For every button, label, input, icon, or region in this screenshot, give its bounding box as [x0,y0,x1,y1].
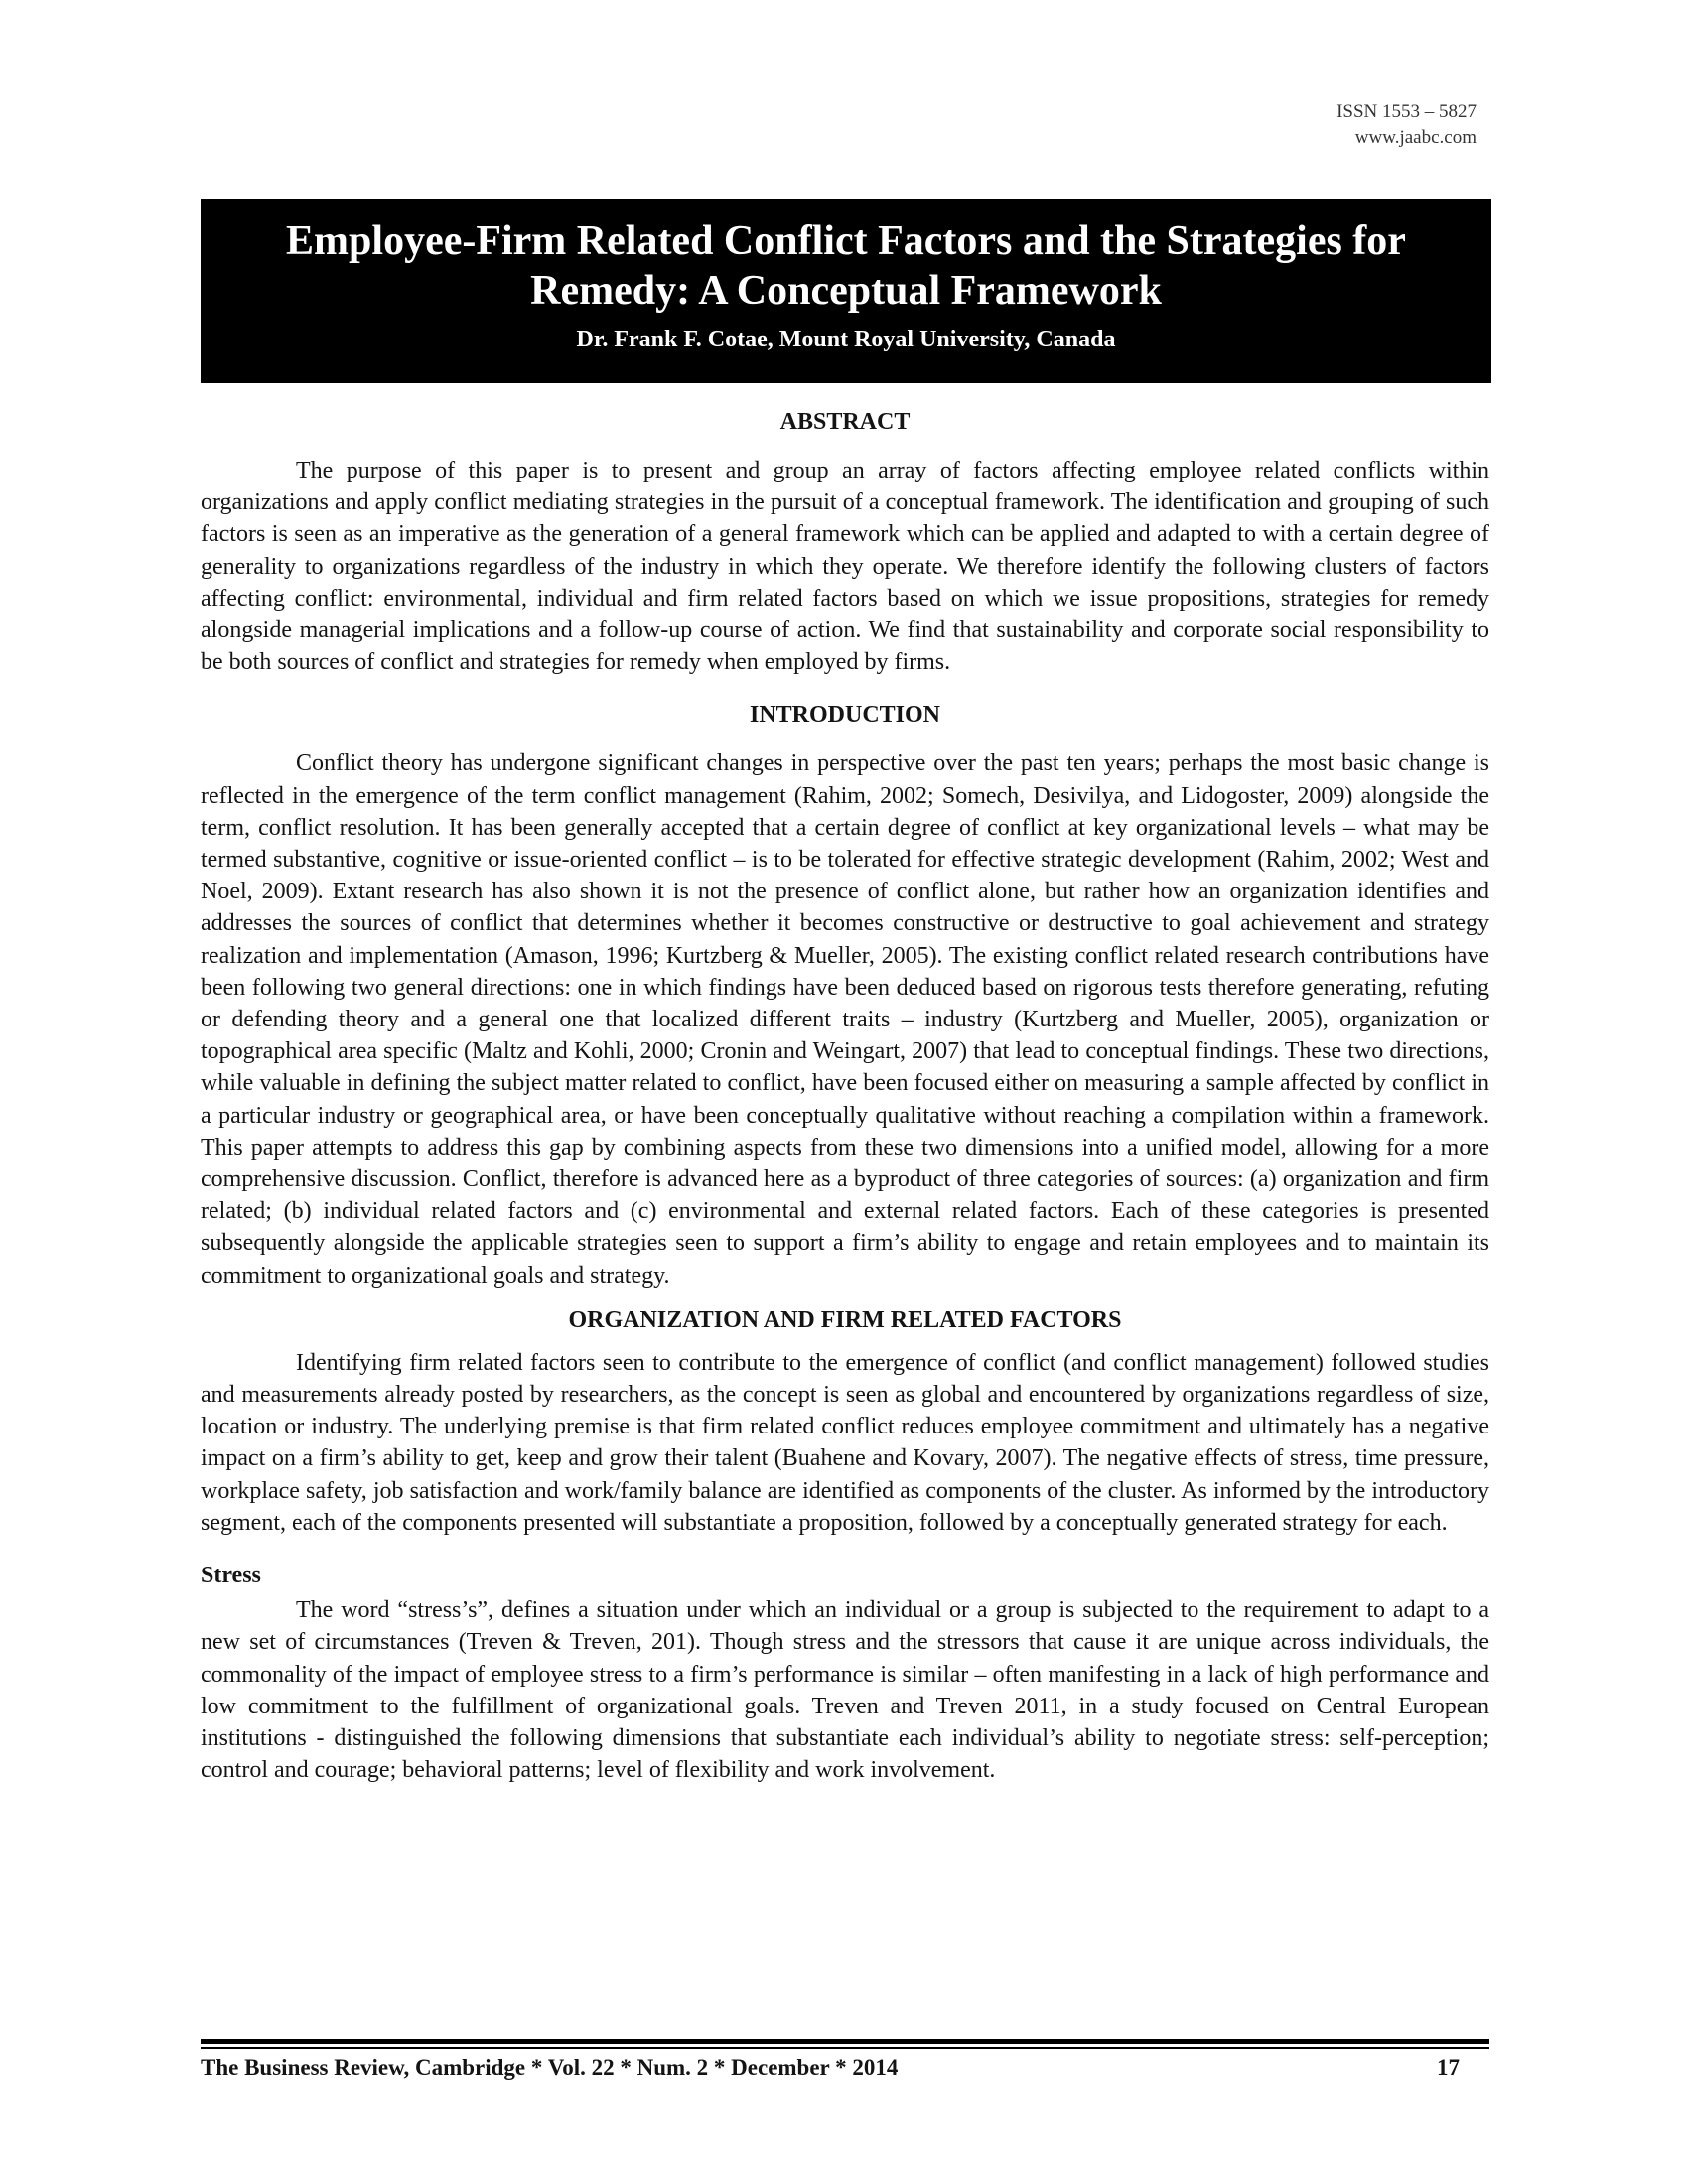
org-factors-heading: ORGANIZATION AND FIRM RELATED FACTORS [568,1306,1122,1333]
footer-rule-thin [201,2047,1489,2049]
introduction-paragraph: Conflict theory has undergone significant changes in perspective over the past ten years; perhaps the most basic change is reflected in the emergence of the term conflict management (Rahim, 2002; Somech, Desivilya, and Lidogoster, 2009) alongside the term, conflict resolution. It has been generally accepted that a certain degree of conflict at key organizational levels – what may be termed substantive, cognitive or issue-oriented conflict – is to be tolerated for effective strategic development (Rahim, 2002; West and Noel, 2009). Extant research has also shown it is not the presence of conflict alone, but rather how an organization identifies and addresses the sources of conflict that determines whether it becomes constructive or destructive to goal achievement and strategy realization and implementation (Amason, 1996; Kurtzberg & Mueller, 2005). The existing conflict related research contributions have been following two general directions: one in which findings have been deduced based on rigorous tests therefore generating, refuting or defending theory and a general one that localized different traits – industry (Kurtzberg and Mueller, 2005), organization or topographical area specific (Maltz and Kohli, 2000; Cronin and Weingart, 2007) that lead to conceptual findings. These two directions, while valuable in defining the subject matter related to conflict, have been focused either on measuring a sample affected by conflict in a particular industry or geographical area, or have been conceptually qualitative without reaching a compilation within a framework. This paper attempts to address this gap by combining aspects from these two dimensions into a unified model, allowing for a more comprehensive discussion. Conflict, therefore is advanced here as a byproduct of three categories of sources: (a) organization and firm related; (b) individual related factors and (c) environmental and external related factors. Each of these categories is presented subsequently alongside the applicable strategies seen to support a firm’s ability to engage and retain employees and to maintain its commitment to organizational goals and strategy. [201,751,1489,1289]
issn-number: ISSN 1553 – 5827 [1336,101,1477,122]
abstract-heading: ABSTRACT [779,409,911,435]
page-footer [201,2053,1489,2083]
issn-block [1336,99,1477,151]
title-banner [201,199,1491,383]
footer-rule-thick [201,2039,1489,2044]
author-affiliation: Dr. Frank F. Cotae, Mount Royal University, Canada [576,327,1116,352]
org-factors-paragraph: Identifying firm related factors seen to contribute to the emergence of conflict (and conflict management) followed studies and measurements already posted by researchers, as the concept is seen as global and encountered by organizations regardless of size, location or industry. The underlying premise is that firm related conflict reduces employee commitment and ultimately has a negative impact on a firm’s ability to get, keep and grow their talent (Buahene and Kovary, 2007). The negative effects of stress, time pressure, workplace safety, job satisfaction and work/family balance are identified as components of the cluster. As informed by the introductory segment, each of the components presented will substantiate a proposition, followed by a conceptually generated strategy for each. [201,1349,1489,1536]
stress-paragraph: The word “stress’s”, defines a situation under which an individual or a group is subjected to the requirement to adapt to a new set of circumstances (Treven & Treven, 201). Though stress and the stressors that cause it are unique across individuals, the commonality of the impact of employee stress to a firm’s performance is similar – often manifesting in a lack of high performance and low commitment to the fulfillment of organizational goals. Treven and Treven 2011, in a study focused on Central European institutions - distinguished the following dimensions that substantiate each individual’s ability to negotiate stress: self-perception; control and courage; behavioral patterns; level of flexibility and work involvement. [201,1597,1489,1784]
footer-journal-citation: The Business Review, Cambridge * Vol. 22 * Num. 2 * December * 2014 [201,2055,899,2080]
stress-heading: Stress [201,1563,261,1589]
introduction-heading: INTRODUCTION [749,702,941,729]
paper-body [201,407,1489,1786]
journal-website: www.jaabc.com [1354,127,1477,148]
page-number: 17 [1437,2055,1460,2080]
paper-title: Employee-Firm Related Conflict Factors and the Strategies for Remedy: A Conceptual Framework [286,218,1406,314]
abstract-paragraph: The purpose of this paper is to present and group an array of factors affecting employee related conflicts within organizations and apply conflict mediating strategies in the pursuit of a conceptual framework. The identification and grouping of such factors is seen as an imperative as the generation of a general framework which can be applied and adapted to with a certain degree of generality to organizations regardless of the industry in which they operate. We therefore identify the following clusters of factors affecting conflict: environmental, individual and firm related factors based on which we issue propositions, strategies for remedy alongside managerial implications and a follow-up course of action. We find that sustainability and corporate social responsibility to be both sources of conflict and strategies for remedy when employed by firms. [201,458,1489,676]
